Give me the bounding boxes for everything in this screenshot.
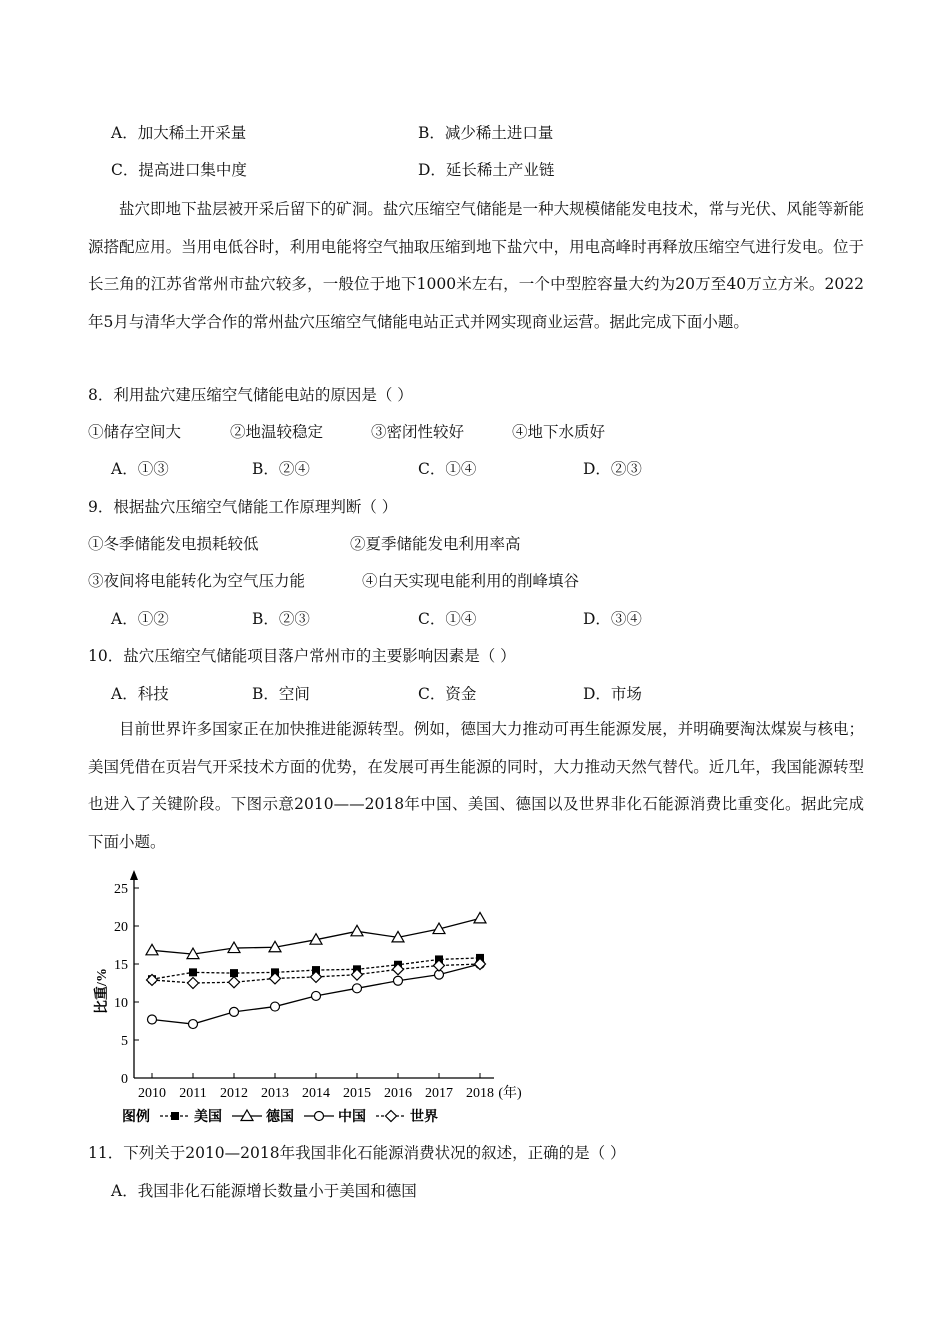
data-point-2-3 <box>271 1002 280 1011</box>
q11-stem: 11．下列关于2010—2018年我国非化石能源消费状况的叙述，正确的是（ ） <box>88 1144 626 1162</box>
data-point-1-8 <box>474 912 486 923</box>
q9-statement-3: ③夜间将电能转化为空气压力能 <box>88 572 306 590</box>
data-point-3-2 <box>229 977 240 988</box>
q8-statement-2: ②地温较稳定 <box>230 423 324 441</box>
y-tick-label: 25 <box>114 882 128 897</box>
q7-option-c: C．提高进口集中度 <box>111 161 247 179</box>
y-tick-label: 0 <box>121 1072 128 1087</box>
legend-label-3: 世界 <box>410 1110 438 1125</box>
q9-statement-2: ②夏季储能发电利用率高 <box>350 535 521 553</box>
non-fossil-energy-chart <box>88 866 528 1136</box>
data-point-2-4 <box>312 991 321 1000</box>
q9-option-d: D．③④ <box>583 610 642 628</box>
q9-option-c: C．①④ <box>418 610 477 628</box>
passage-salt-cavern: 盐穴即地下盐层被开采后留下的矿洞。盐穴压缩空气储能是一种大规模储能发电技术，常与光伏、风能等新能源搭配应用。当用电低谷时，利用电能将空气抽取压缩到地下盐穴中，用电高峰时再释放压缩空气进行发电。位于长三角的江苏省常州市盐穴较多，一般位于地下1000米左右，一个中型腔容量大约为20万至40万立方米。2022年5月与清华大学合作的常州盐穴压缩空气储能电站正式并网实现商业运营。据此完成下面小题。 <box>88 200 864 331</box>
q10-option-c: C．资金 <box>418 685 477 703</box>
data-point-2-5 <box>353 984 362 993</box>
q11-option-a: A．我国非化石能源增长数量小于美国和德国 <box>111 1182 417 1200</box>
q9-option-a: A．①② <box>111 610 169 628</box>
data-point-2-2 <box>230 1007 239 1016</box>
y-tick-label: 20 <box>114 920 128 935</box>
y-axis-label: 比重/% <box>95 968 110 1014</box>
q7-option-a: A．加大稀土开采量 <box>111 124 247 142</box>
x-tick-label: 2018 <box>466 1086 494 1101</box>
legend-marker-2 <box>315 1112 324 1121</box>
legend-label-1: 德国 <box>266 1110 294 1125</box>
y-axis-arrow <box>130 870 138 880</box>
data-point-1-2 <box>228 942 240 953</box>
data-point-0-1 <box>189 968 197 976</box>
q8-option-d: D．②③ <box>583 460 642 478</box>
legend-marker-3 <box>386 1111 397 1122</box>
legend-marker-0 <box>171 1112 179 1120</box>
data-point-2-0 <box>148 1015 157 1024</box>
data-point-2-1 <box>189 1020 198 1029</box>
data-point-1-0 <box>146 944 158 955</box>
x-tick-label: 2013 <box>261 1086 289 1101</box>
q8-statement-4: ④地下水质好 <box>512 423 606 441</box>
x-tick-label: 2010 <box>138 1086 166 1101</box>
q7-option-d: D．延长稀土产业链 <box>418 161 555 179</box>
passage-energy-transition: 目前世界许多国家正在加快推进能源转型。例如，德国大力推动可再生能源发展，并明确要淘汰煤炭与核电；美国凭借在页岩气开采技术方面的优势，在发展可再生能源的同时，大力推动天然气替代。近几年，我国能源转型也进入了关键阶段。下图示意2010——2018年中国、美国、德国以及世界非化石能源消费比重变化。据此完成下面小题。 <box>88 720 864 851</box>
q10-option-a: A．科技 <box>111 685 169 703</box>
q9-statement-1: ①冬季储能发电损耗较低 <box>88 535 259 553</box>
q8-option-b: B．②④ <box>252 460 310 478</box>
q9-stem: 9．根据盐穴压缩空气储能工作原理判断（ ） <box>88 498 398 516</box>
y-tick-label: 5 <box>121 1034 128 1049</box>
q10-stem: 10．盐穴压缩空气储能项目落户常州市的主要影响因素是（ ） <box>88 647 516 665</box>
q10-option-b: B．空间 <box>252 685 310 703</box>
x-axis-label: (年) <box>498 1086 522 1101</box>
legend-marker-1 <box>241 1110 253 1121</box>
legend-label-2: 中国 <box>338 1110 366 1125</box>
y-tick-label: 15 <box>114 958 128 973</box>
x-tick-label: 2012 <box>220 1086 248 1101</box>
y-tick-label: 10 <box>114 996 128 1011</box>
x-tick-label: 2016 <box>384 1086 412 1101</box>
q8-stem: 8．利用盐穴建压缩空气储能电站的原因是（ ） <box>88 386 413 404</box>
q8-statement-3: ③密闭性较好 <box>371 423 465 441</box>
legend-title: 图例 <box>122 1110 150 1125</box>
x-tick-label: 2017 <box>425 1086 453 1101</box>
q9-statement-4: ④白天实现电能利用的削峰填谷 <box>362 572 580 590</box>
x-tick-label: 2011 <box>179 1086 207 1101</box>
q8-statement-1: ①储存空间大 <box>88 423 182 441</box>
q8-option-c: C．①④ <box>418 460 477 478</box>
data-point-1-5 <box>351 925 363 936</box>
q8-option-a: A．①③ <box>111 460 169 478</box>
q10-option-d: D．市场 <box>583 685 642 703</box>
q7-option-b: B．减少稀土进口量 <box>418 124 554 142</box>
x-tick-label: 2015 <box>343 1086 371 1101</box>
q9-option-b: B．②③ <box>252 610 310 628</box>
data-point-3-1 <box>188 978 199 989</box>
x-tick-label: 2014 <box>302 1086 330 1101</box>
data-point-2-6 <box>394 976 403 985</box>
legend-label-0: 美国 <box>194 1110 222 1125</box>
